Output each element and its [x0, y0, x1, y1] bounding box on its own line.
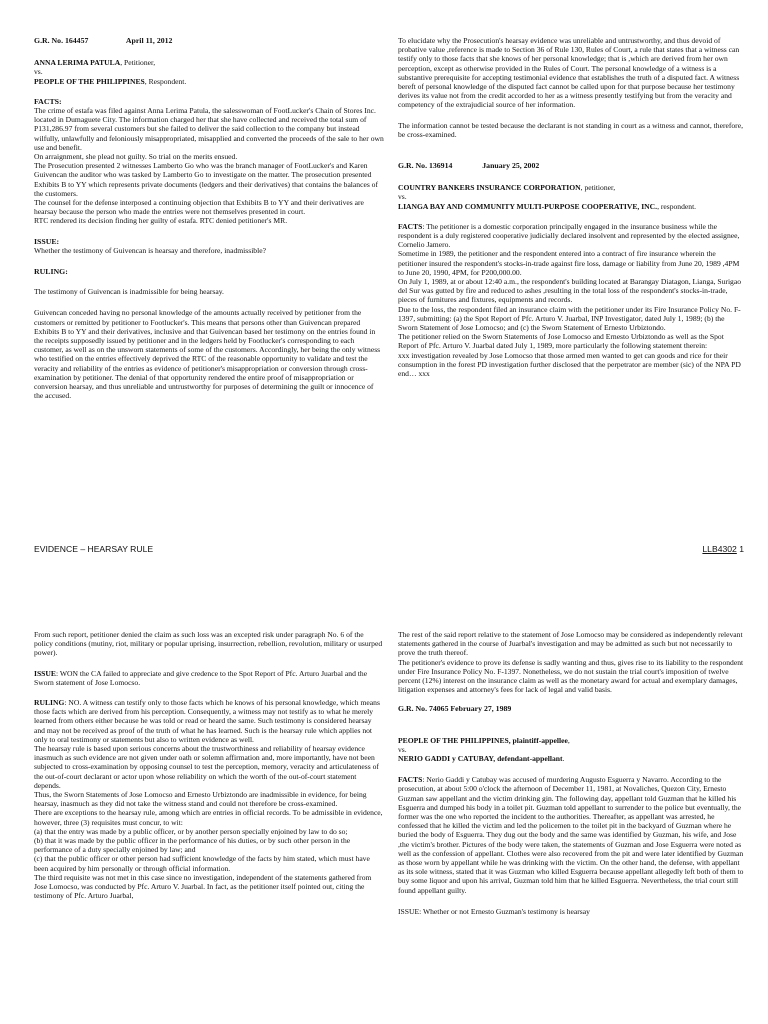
versus: vs. — [398, 744, 407, 754]
facts-paragraph: The crime of estafa was filed against Anna Lerima Patula, the salesswoman of FootLucker's Chain of Stores Inc. located in Dumaguete City. The information charged her that she have collected and received the total sum of P131,286.97 from several customers but she failed to deliver the said collection to the company but instead wilfully, unlawfully and feloniously misappropriated, misapplied and converted the proceeds of the sale to her own use and benefit. — [34, 106, 384, 152]
gr-number: G.R. No. 164457 — [34, 36, 89, 45]
gr-date: January 25, 2002 — [482, 161, 540, 171]
versus: vs. — [34, 67, 43, 77]
facts-paragraph: On arraignment, she plead not guilty. So trial on the merits ensued. — [34, 152, 238, 162]
versus: vs. — [398, 192, 407, 202]
page-gap — [0, 575, 768, 600]
page1-left-column — [34, 36, 384, 409]
petitioner-line: ANNA LERIMA PATULA, Petitioner, — [34, 58, 156, 68]
case-citation — [34, 36, 384, 45]
petitioner-line: COUNTRY BANKERS INSURANCE CORPORATION, petitioner, — [398, 183, 616, 193]
gr-date: April 11, 2012 — [125, 36, 173, 45]
ruling-paragraph: Guivencan conceded having no personal knowledge of the amounts actually received by petitioner from the customers or remitted by petitioner to Footlucker's. This means that persons other than Guivencan prepared Exhibits B to YY and their derivatives, inclusive and that Guivencan based her testimony on the entries found in the receipts supposedly issued by petitioner and in the ledgers held by Footlucker's corresponding to each customer, as well as on the unsworn statements of some of the customers. Accordingly, her being the only witness who testified on the entries effectively deprived the RTC of the reasonable opportunity to validate and test the veracity and reliability of the entries as evidence of petitioner's misappropriation or conversion through cross-examination by petitioner. The denial of that opportunity rendered the entire proof of misappropriation or conversion hearsay, and thus unreliable and untrustworthy for purposes of determining the guilt or innocence of the accused. — [34, 308, 381, 401]
body-paragraph: To elucidate why the Prosecution's hearsay evidence was unreliable and untrustworthy, and thus devoid of probative value ,reference is made to Section 36 of Rule 130, Rules of Court, a rule that states that a witness can testify only to those facts that she knows of her personal knowledge; that is ,which are derived from her own perception, except as otherwise provided in the Rules of Court. The personal knowledge of a witness is a substantive prerequisite for accepting testimonial evidence that establishes the truth of a disputed fact. A witness bereft of personal knowledge of the disputed fact cannot be called upon for that purpose because her testimony derives its value not from the credit accorded to her as a witness presently testifying but from the veracity and competency of the extrajudicial source of her information. — [398, 36, 740, 110]
page2-left-column — [34, 630, 384, 900]
ruling-paragraph: Thus, the Sworn Statements of Jose Lomocso and Ernesto Urbiztondo are inadmissible in evidence, for being hearsay, inasmuch as they did not take the witness stand and could not therefore be cross-examined. — [34, 790, 367, 809]
case-citation — [398, 161, 744, 170]
body-paragraph: The information cannot be tested because the declarant is not standing in court as a witness and cannot, therefore, be cross-examined. — [398, 120, 743, 139]
issue-text: Whether the testimony of Guivencan is hearsay and therefore, inadmissible? — [34, 245, 266, 255]
facts-paragraph: On July 1, 1989, at or about 12:40 a.m., the respondent's building located at Barangay Diatagon, Lianga, Surigao del Sur was gutted by fire and reduced to ashes ,resulting in the total loss of the respondent's stocks-in-trade, pieces of furnitures and fixtures, equipments and records. — [398, 277, 742, 305]
facts-paragraph: The counsel for the defense interposed a continuing objection that Exhibits B to YY and their derivatives are hearsay because the person who made the entries were not themselves presented in court. — [34, 198, 364, 217]
ruling-paragraph: The third requisite was not met in this case since no investigation, independent of the statements gathered from Jose Lomocso, was conducted by Pfc. Arturo V. Juarbal. In fact, as the petitioner itself pointed out, citing the testimony of Pfc. Arturo Juarbal, — [34, 872, 372, 901]
facts-paragraph: The petitioner relied on the Sworn Statements of Jose Lomocso and Ernesto Urbiztondo as well as the Spot Report of Pfc. Arturo V. Juarbal dated July 1, 1989, more particularly the following statement therein: — [398, 332, 724, 351]
issue-text: ISSUE: WON the CA failed to appreciate and give credence to the Spot Report of Pfc. Arturo Juarbal and the Sworn statement of Jose Lomocso. — [34, 668, 368, 687]
facts-paragraph: Sometime in 1989, the petitioner and the respondent entered into a contract of fire insurance wherein the petitioner insured the respondent's stocks-in-trade against fire loss, damage or liability from June 20, 1989 ,4PM to June 20, 1990, 4PM, for P200,000.00. — [398, 249, 740, 277]
page2-right-column — [398, 630, 744, 916]
case-citation: G.R. No. 74065 February 27, 1989 — [398, 704, 512, 714]
quoted-report: xxx investigation revealed by Jose Lomocso that those armed men wanted to get can goods and rice for their consumption in the forest PD investigation further disclosed that the perpetrator are member (sic) of the NPA PD end… xxx — [398, 350, 741, 379]
body-paragraph: From such report, petitioner denied the claim as such loss was an excepted risk under paragraph No. 6 of the policy conditions (mutiny, riot, military or popular uprising, insurrection, rebellion, revolution, military or usurped power). — [34, 630, 383, 658]
petitioner-line: PEOPLE OF THE PHILIPPINES, plaintiff-appellee, — [398, 735, 570, 745]
facts-paragraph: RTC rendered its decision finding her guilty of estafa. RTC denied petitioner's MR. — [34, 216, 288, 226]
requisite-item: (a) that the entry was made by a public officer, or by another person specially enjoined by law to do so; — [34, 826, 348, 836]
facts-paragraph: FACTS: The petitioner is a domestic corporation principally engaged in the insurance business while the respondent is a duly registered cooperative judicially declared insolvent and represented by the elected assignee, Cornelio Jamero. — [398, 221, 740, 250]
footer-page-number: LLB4302 1 — [702, 544, 744, 554]
respondent-line: LIANGA BAY AND COMMUNITY MULTI-PURPOSE COOPERATIVE, INC., respondent. — [398, 201, 697, 211]
document-page-2 — [0, 600, 768, 1024]
ruling-paragraph: RULING: NO. A witness can testify only to those facts which he knows of his personal knowledge, which means those facts which are derived from his perception. Consequently, a witness may not testify as to what he merely learned from others either because he was told or read or heard the same. Such testimony is considered hearsay and may not be received as proof of the truth of what he has learned. Such is the hearsay rule which applies not only to oral testimony or statements but also to written evidence as well. — [34, 698, 380, 744]
respondent-line: NERIO GADDI y CATUBAY, defendant-appellant. — [398, 754, 565, 764]
requisite-item: (b) that it was made by the public officer in the performance of his duties, or by such other person in the performance of a duty specially enjoined by law; and — [34, 836, 351, 855]
gr-number: G.R. No. 136914 — [398, 161, 453, 171]
ruling-paragraph: The hearsay rule is based upon serious concerns about the trustworthiness and reliability of hearsay evidence inasmuch as such evidence are not given under oath or solemn affirmation and, more importantly, have not been subjected to cross-examination by opposing counsel to test the perception, memory, veracity and articulateness of the out-of-court declarant or actor upon whose reliability on which the worth of the out-of-court statement depends. — [34, 744, 379, 790]
facts-heading: FACTS: — [34, 96, 62, 106]
facts-paragraph: FACTS: Nerio Gaddi y Catubay was accused of murdering Augusto Esguerra y Navarro. According to the prosecution, at about 5:00 o'clock the afternoon of December 11, 1981, at Novaliches, Quezon City, Ernesto Guzman saw appellant and the victim drinking gin. The following day, appellant told Guzman that he killed his Esguerra and dumped his body in a toilet pit. Guzman told appellant to surrender to the police but eventually, the former was the one who reported the incident to the authorities. Thereafter, as appellant was arrested, he confessed that he killed the victim and led the policemen to the toilet pit in the backyard of Guzman where he buried the body of Esguerra. They dug out the body and the same was identified by Guzman, his wife, and Jose ,the victim's brother. Pictures of the body were taken, the statements of Guzman and Jose Esguerra were noted as well as the confession of appellant. Clothes were also recovered from the pit and were later identified by Guzman as those worn by appellant while he was drinking with the victim. On the other hand, the defense, with appellant as its sole witness, stated that it was Guzman who killed Esguerra because appellant allegedly left both of them to buy some liquor and upon his arrival, Guzman told him that he killed Esguerra. Nevertheless, the trial court still found appellant guilty. — [398, 775, 744, 895]
body-paragraph: The rest of the said report relative to the statement of Jose Lomocso may be considered as independently relevant statements gathered in the course of Juarbal's investigation and may be admitted as such but not necessarily to prove the truth thereof. — [398, 630, 743, 658]
body-paragraph: The petitioner's evidence to prove its defense is sadly wanting and thus, gives rise to its liability to the respondent under Fire Insurance Policy No. F-1397. Nonetheless, we do not sustain the trial court's imposition of twelve percent (12%) interest on the insurance claim as well as the monetary award for actual and exemplary damages, litigation expenses and attorney's fees for lack of legal and valid basis. — [398, 657, 744, 695]
issue-text: ISSUE: Whether or not Ernesto Guzman's testimony is hearsay — [398, 906, 590, 916]
page1-right-column — [398, 36, 744, 378]
issue-heading: ISSUE: — [34, 236, 60, 246]
footer-title: EVIDENCE – HEARSAY RULE — [34, 544, 154, 554]
ruling-paragraph: The testimony of Guivencan is inadmissible for being hearsay. — [34, 287, 224, 297]
ruling-paragraph: There are exceptions to the hearsay rule, among which are entries in official records. To be admissible in evidence, however, three (3) requisites must concur, to wit: — [34, 808, 383, 827]
ruling-heading: RULING: — [34, 267, 68, 277]
respondent-line: PEOPLE OF THE PHILIPPINES, Respondent. — [34, 76, 187, 86]
facts-paragraph: Due to the loss, the respondent filed an insurance claim with the petitioner under its Fire Insurance Policy No. F-1397, submitting: (a) the Spot Report of Pfc. Arturo V. Juarbal, INP Investigator, dated July 1, 1989; (b) the Sworn Statement of Jose Lomocso; and (c) the Sworn Statement of Ernesto Urbiztondo. — [398, 304, 741, 333]
requisite-item: (c) that the public officer or other person had sufficient knowledge of the facts by him stated, which must have been acquired by him personally or through official information. — [34, 854, 370, 873]
facts-paragraph: The Prosecution presented 2 witnesses Lamberto Go who was the branch manager of FootLucker's and Karen Guivencan the auditor who was tasked by Lamberto Go to investigate on the matter. The prosecution presented Exhibits B to YY which represents private documents (ledgers and their derivatives) that contains the balances of the customers. — [34, 161, 379, 198]
